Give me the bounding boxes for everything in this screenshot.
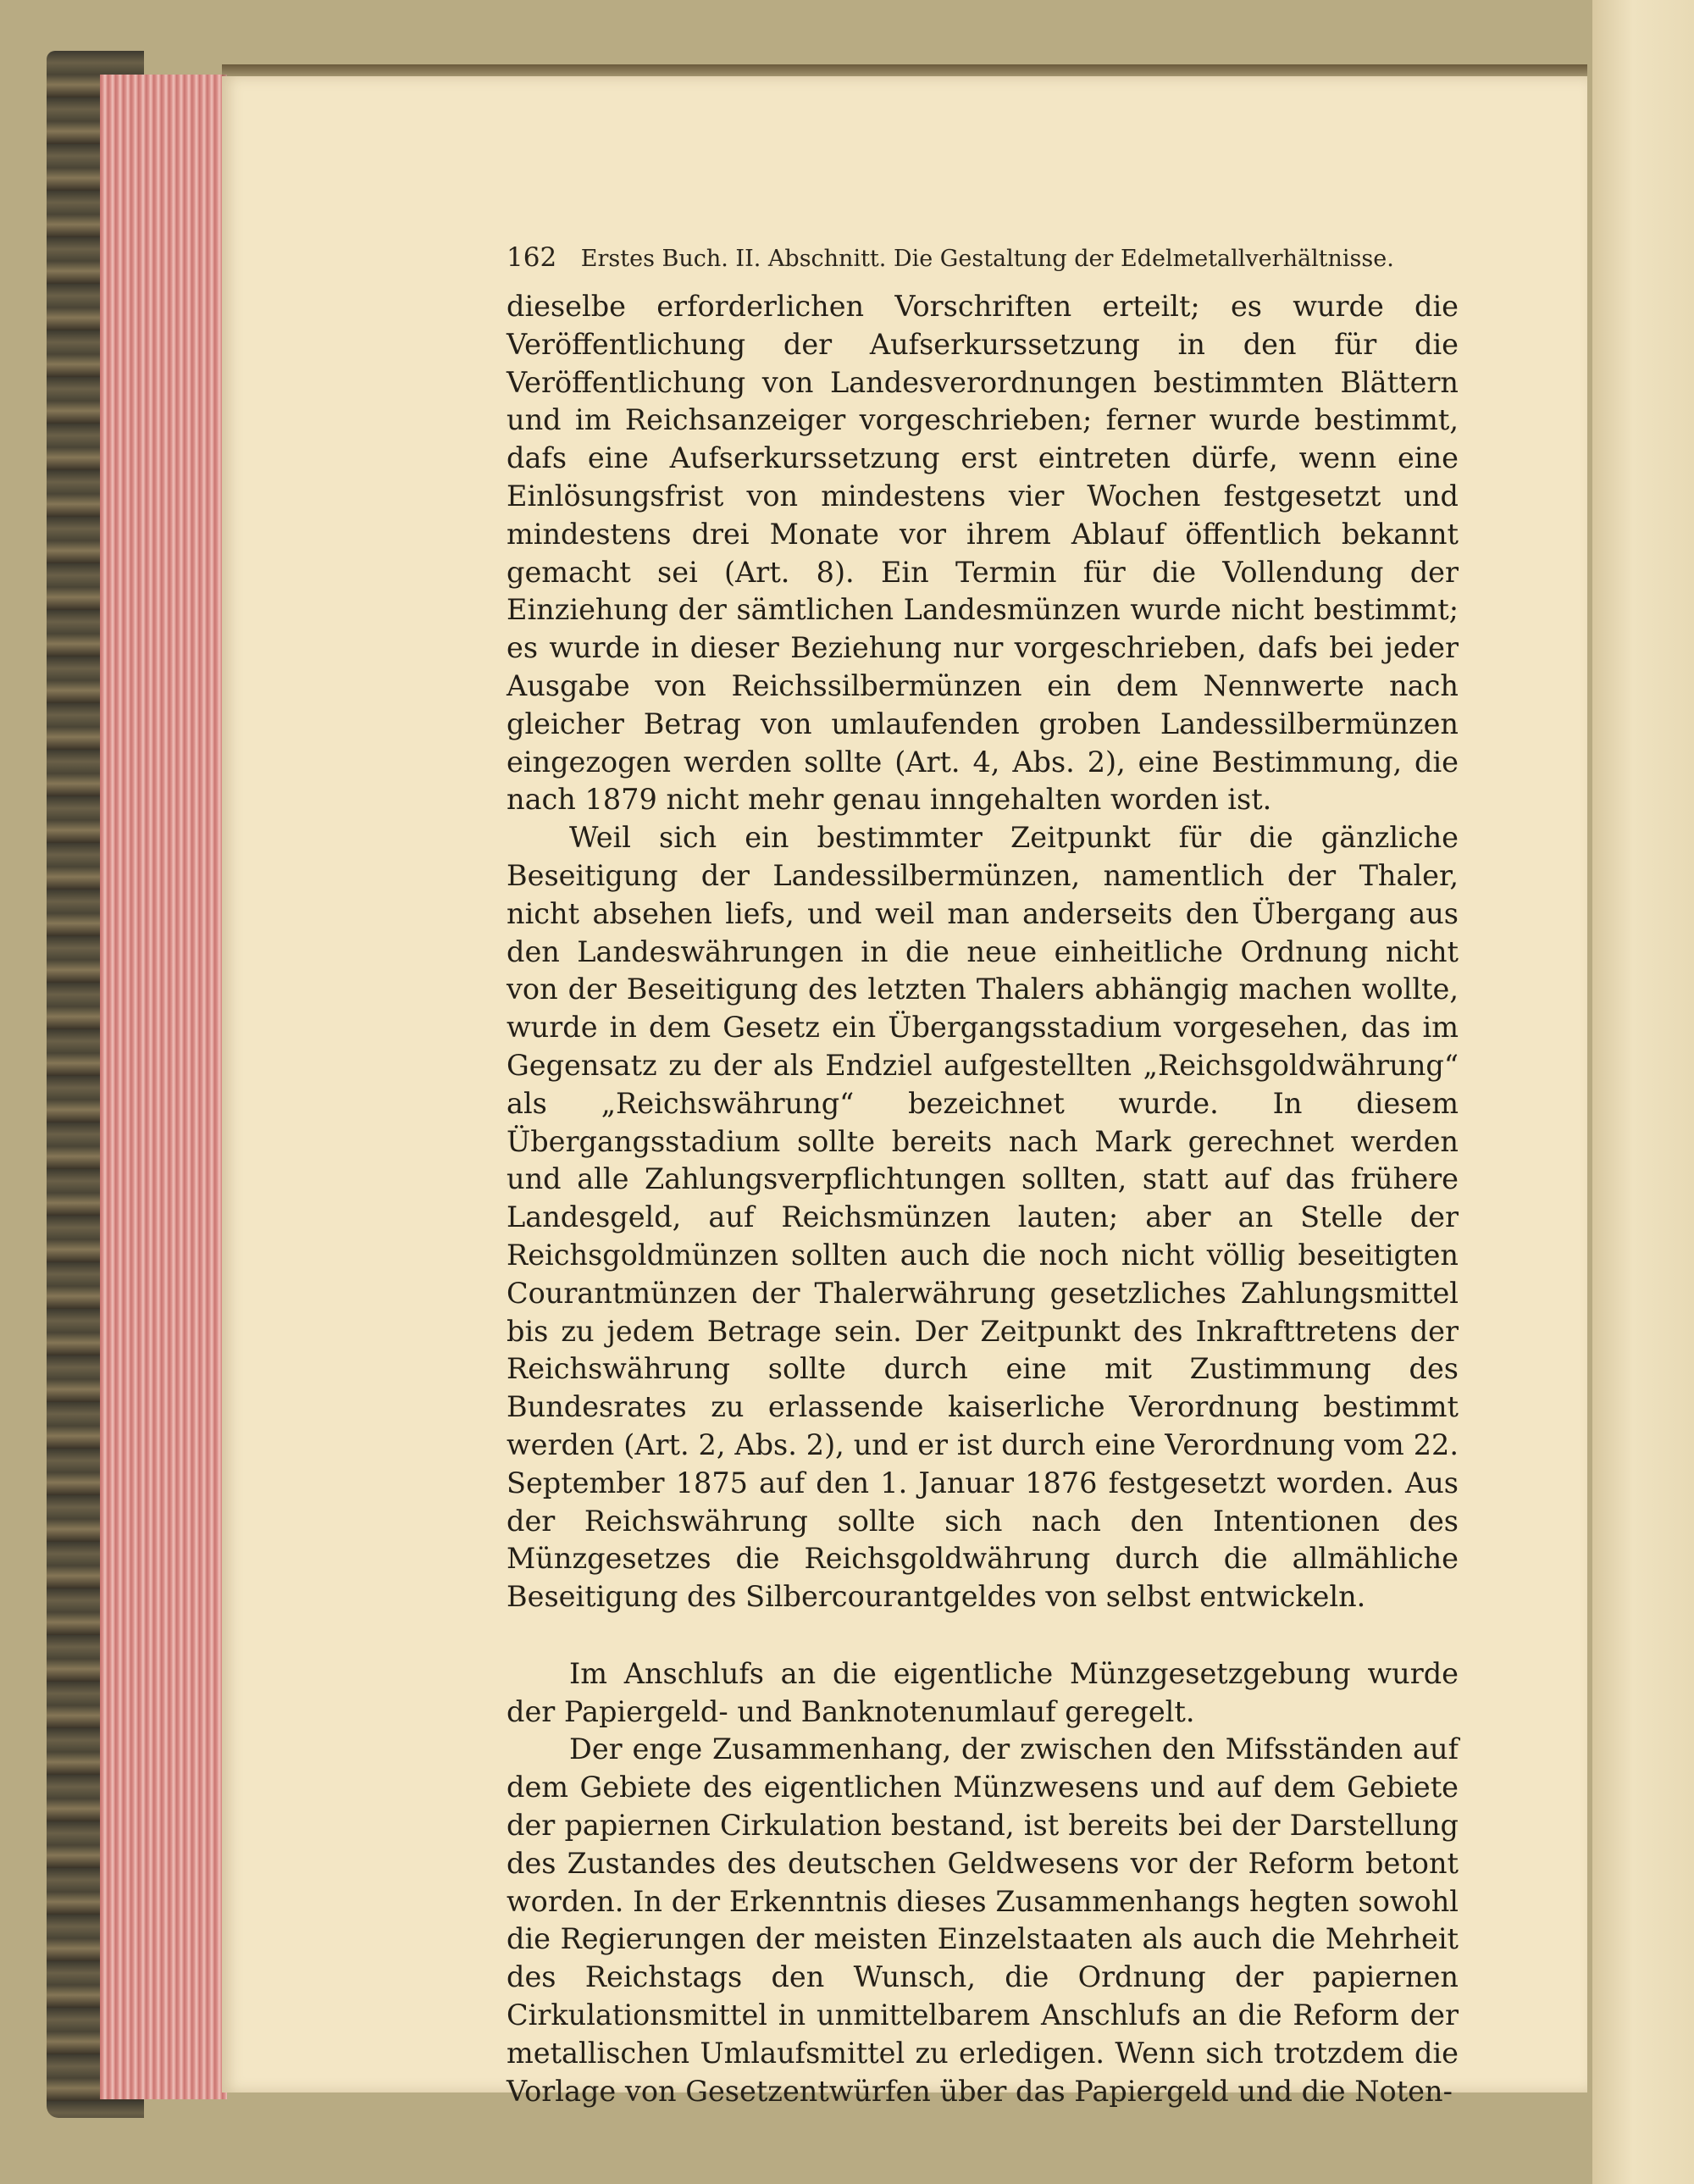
- paragraph-4: Der enge Zusammenhang, der zwischen den Mifsständen auf dem Gebiete des eigentlichen Münzwesens und auf dem Gebiete der papiernen Cirkulation bestand, ist bereits bei der Darstellung des Zustandes des deutschen Geldwesens vor der Reform betont worden. In der Erkenntnis dieses Zusammenhangs hegten sowohl die Regierungen der meisten Einzelstaaten als auch die Mehrheit des Reichstags den Wunsch, die Ordnung der papiernen Cirkulationsmittel in unmittelbarem Anschlufs an die Reform der metallischen Umlaufsmittel zu erledigen. Wenn sich trotzdem die Vorlage von Gesetzentwürfen über das Papiergeld und die Noten-: [507, 1732, 1459, 2108]
- running-head: [507, 239, 1438, 276]
- paragraph-1: dieselbe erforderlichen Vorschriften erteilt; es wurde die Veröffentlichung der Aufserkurssetzung in den für die Veröffentlichung von Landesverordnungen bestimmten Blättern und im Reichsanzeiger vorgeschrieben; ferner wurde bestimmt, dafs eine Aufserkurssetzung erst eintreten dürfe, wenn eine Einlösungsfrist von mindestens vier Wochen festgesetzt und mindestens drei Monate vor ihrem Ablauf öffentlich bekannt gemacht sei (Art. 8). Ein Termin für die Vollendung der Einziehung der sämtlichen Landesmünzen wurde nicht bestimmt; es wurde in dieser Beziehung nur vorgeschrieben, dafs bei jeder Ausgabe von Reichssilbermünzen ein dem Nennwerte nach gleicher Betrag von umlaufenden groben Landessilbermünzen eingezogen werden sollte (Art. 4, Abs. 2), eine Bestimmung, die nach 1879 nicht mehr genau inngehalten worden ist.: [507, 290, 1459, 817]
- page-edges: [100, 75, 227, 2099]
- paragraph-2: Weil sich ein bestimmter Zeitpunkt für die gänzliche Beseitigung der Landessilbermünzen, namentlich der Thaler, nicht absehen liefs, und weil man anderseits den Übergang aus den Landeswährungen in die neue einheitliche Ordnung nicht von der Beseitigung des letzten Thalers abhängig machen wollte, wurde in dem Gesetz ein Übergangsstadium vorgesehen, das im Gegensatz zu der als Endziel aufgestellten „Reichsgoldwährung“ als „Reichswährung“ bezeichnet wurde. In diesem Übergangsstadium sollte bereits nach Mark gerechnet werden und alle Zahlungsverpflichtungen sollten, statt auf das frühere Landesgeld, auf Reichsmünzen lauten; aber an Stelle der Reichsgoldmünzen sollten auch die noch nicht völlig beseitigten Courantmünzen der Thalerwährung gesetzliches Zahlungsmittel bis zu jedem Betrage sein. Der Zeitpunkt des Inkrafttretens der Reichswährung sollte durch eine mit Zustimmung des Bundesrates zu erlassende kaiserliche Verordnung bestimmt werden (Art. 2, Abs. 2), und er ist durch eine Verordnung vom 22. September 1875 auf den 1. Januar 1876 festgesetzt worden. Aus der Reichswährung sollte sich nach den Intentionen des Münzgesetzes die Reichsgoldwährung durch die allmähliche Beseitigung des Silbercourantgeldes von selbst entwickeln.: [507, 821, 1459, 1614]
- page-number: 162: [507, 242, 557, 273]
- body-text: [507, 288, 1459, 2110]
- opposite-page-edge: [1592, 0, 1694, 2184]
- paragraph-3: Im Anschlufs an die eigentliche Münzgesetzgebung wurde der Papiergeld- und Banknotenumlauf geregelt.: [507, 1656, 1459, 1728]
- running-head-title: Erstes Buch. II. Abschnitt. Die Gestaltung der Edelmetallverhältnisse.: [580, 246, 1394, 272]
